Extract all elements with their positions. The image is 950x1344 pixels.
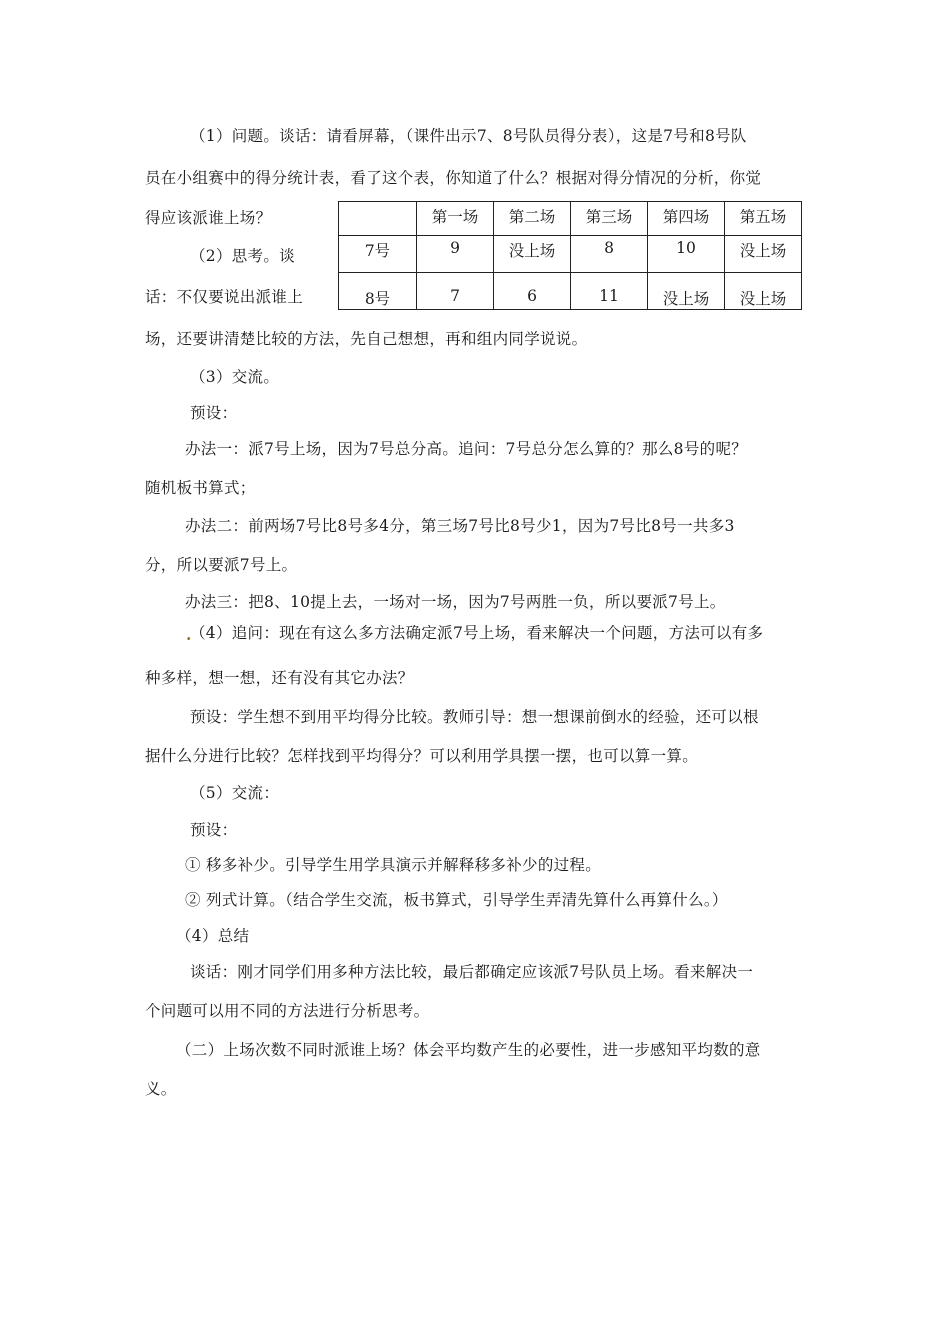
table-header-cell	[339, 202, 417, 236]
paragraph-line: 得应该派谁上场？	[145, 209, 272, 227]
table-cell: 没上场	[648, 273, 725, 310]
paragraph-line: （2）思考。谈	[190, 247, 295, 265]
table-header-cell: 第一场	[417, 202, 494, 236]
paragraph-line: 随机板书算式；	[145, 479, 256, 497]
table-cell: 没上场	[725, 273, 802, 310]
paragraph-line: （二）上场次数不同时派谁上场？体会平均数产生的必要性，进一步感知平均数的意	[176, 1041, 761, 1059]
table-header-cell: 第四场	[648, 202, 725, 236]
paragraph-line: 据什么分进行比较？怎样找到平均得分？可以利用学具摆一摆，也可以算一算。	[145, 747, 699, 765]
table-cell: 7号	[339, 236, 417, 273]
paragraph-dot-mark: .	[186, 625, 192, 644]
table-row	[339, 236, 802, 273]
table-cell: 8	[571, 236, 648, 273]
paragraph-line: 义。	[145, 1080, 177, 1098]
paragraph-line: 分，所以要派7号上。	[145, 556, 298, 574]
table-cell: 6	[494, 273, 571, 310]
paragraph-line: 话：不仅要说出派谁上	[145, 288, 304, 306]
paragraph-line: （3）交流。	[190, 368, 280, 386]
paragraph-line: ① 移多补少。引导学生用学具演示并解释移多补少的过程。	[185, 856, 602, 874]
paragraph-line: 办法三：把8、10提上去，一场对一场，因为7号两胜一负，所以要派7号上。	[185, 593, 726, 611]
table-row	[339, 273, 802, 310]
paragraph-line: 场，还要讲清楚比较的方法，先自己想想，再和组内同学说说。	[145, 330, 588, 348]
paragraph-line: 预设：学生想不到用平均得分比较。教师引导：想一想课前倒水的经验，还可以根	[190, 708, 759, 726]
paragraph-line: （4）总结	[176, 927, 250, 945]
table-cell: 9	[417, 236, 494, 273]
table-cell: 8号	[339, 273, 417, 310]
paragraph-line: 办法二：前两场7号比8号多4分，第三场7号比8号少1，因为7号比8号一共多3	[185, 517, 735, 535]
table-cell: 没上场	[725, 236, 802, 273]
table-cell: 10	[648, 236, 725, 273]
paragraph-line: （1）问题。谈话：请看屏幕，（课件出示7、8号队员得分表），这是7号和8号队	[190, 127, 747, 145]
paragraph-line: （4）追问：现在有这么多方法确定派7号上场，看来解决一个问题，方法可以有多	[190, 624, 764, 642]
table-header-row	[339, 202, 802, 236]
paragraph-line: 个问题可以用不同的方法进行分析思考。	[145, 1002, 430, 1020]
score-table	[338, 201, 802, 310]
paragraph-line: 员在小组赛中的得分统计表，看了这个表，你知道了什么？根据对得分情况的分析，你觉	[145, 169, 762, 187]
paragraph-line: （5）交流：	[190, 784, 280, 802]
paragraph-line: 预设：	[190, 404, 238, 422]
paragraph-line: 办法一：派7号上场，因为7号总分高。追问：7号总分怎么算的？那么8号的呢？	[185, 440, 748, 458]
table-header-cell: 第三场	[571, 202, 648, 236]
table-header-cell: 第二场	[494, 202, 571, 236]
paragraph-line: 预设：	[190, 821, 238, 839]
table-header-cell: 第五场	[725, 202, 802, 236]
paragraph-line: 谈话：刚才同学们用多种方法比较，最后都确定应该派7号队员上场。看来解决一	[190, 963, 754, 981]
table-cell: 7	[417, 273, 494, 310]
table-cell: 没上场	[494, 236, 571, 273]
paragraph-line: ② 列式计算。（结合学生交流，板书算式，引导学生弄清先算什么再算什么。）	[185, 891, 728, 909]
table-cell: 11	[571, 273, 648, 310]
paragraph-line: 种多样，想一想，还有没有其它办法？	[145, 669, 414, 687]
